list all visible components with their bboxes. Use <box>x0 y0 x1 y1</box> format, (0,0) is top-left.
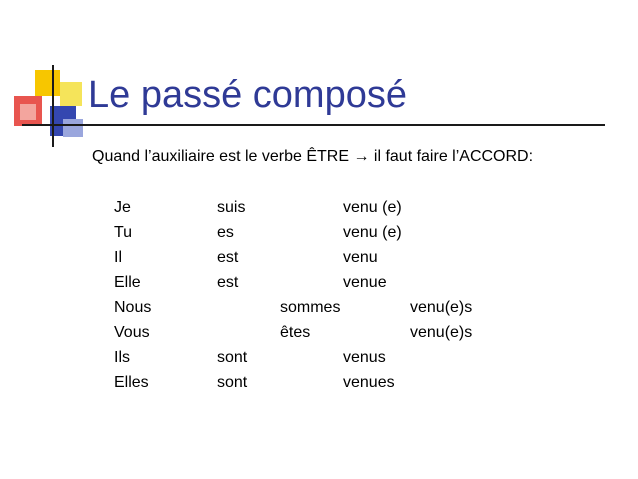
auxiliary-cell: sont <box>217 349 248 366</box>
decorative-square-light-yellow <box>60 82 82 106</box>
decorative-square-light-blue <box>63 119 83 137</box>
pronoun-cell: Il <box>114 249 122 266</box>
participle-cell: venu(e)s <box>410 324 473 341</box>
slide-subtitle: Quand l’auxiliaire est le verbe ÊTRE → il faut faire l’ACCORD: <box>92 148 534 165</box>
auxiliary-cell: es <box>217 224 234 241</box>
pronoun-cell: Vous <box>114 324 150 341</box>
participle-cell: venues <box>343 374 395 391</box>
pronoun-cell: Je <box>114 199 131 216</box>
auxiliary-cell: sommes <box>280 299 341 316</box>
participle-cell: venu (e) <box>343 224 402 241</box>
auxiliary-cell: est <box>217 274 239 291</box>
pronoun-cell: Elle <box>114 274 141 291</box>
participle-cell: venu <box>343 249 378 266</box>
auxiliary-cell: suis <box>217 199 246 216</box>
participle-cell: venu(e)s <box>410 299 473 316</box>
slide-title: Le passé composé <box>88 74 407 116</box>
participle-cell: venu (e) <box>343 199 402 216</box>
decorative-vertical-line <box>52 65 54 147</box>
pronoun-cell: Elles <box>114 374 149 391</box>
auxiliary-cell: sont <box>217 374 248 391</box>
pronoun-cell: Nous <box>114 299 152 316</box>
auxiliary-cell: est <box>217 249 239 266</box>
participle-cell: venus <box>343 349 386 366</box>
pronoun-cell: Tu <box>114 224 133 241</box>
auxiliary-cell: êtes <box>280 324 311 341</box>
participle-cell: venue <box>343 274 387 291</box>
title-underline <box>22 124 605 126</box>
pronoun-cell: Ils <box>114 349 130 366</box>
decorative-square-pink <box>20 104 36 120</box>
decorative-square-yellow <box>35 70 60 96</box>
